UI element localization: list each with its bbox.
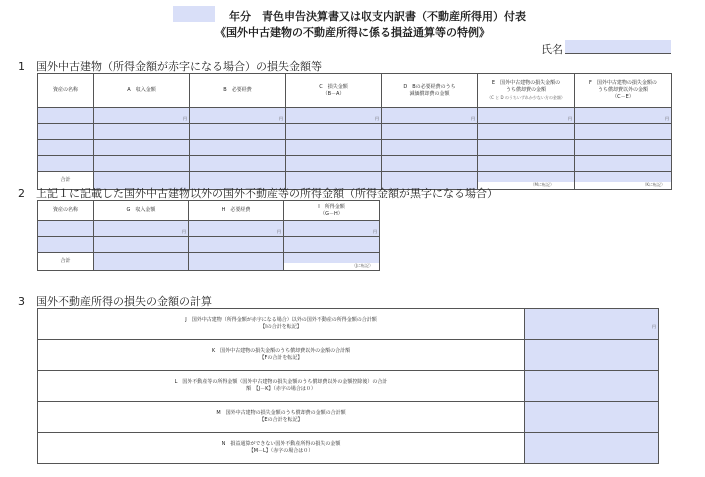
- asset-name-input[interactable]: [38, 124, 94, 140]
- section2-header-row: [38, 201, 380, 221]
- asset-name-input[interactable]: [38, 140, 94, 156]
- row-l-label: L 国外不動産等の所得金額（国外中古建物の損失金額のうち償却費以外の金額控除後）の合計 額 【J－K】（赤字の場合は０）: [38, 371, 525, 402]
- section1-header-row: [38, 74, 672, 108]
- asset-name-input[interactable]: [38, 221, 94, 237]
- h-total[interactable]: [189, 253, 284, 271]
- g-total[interactable]: [94, 253, 189, 271]
- c-input[interactable]: 円: [286, 108, 382, 124]
- b-input[interactable]: [190, 124, 286, 140]
- d-input[interactable]: [382, 124, 478, 140]
- row-j-label: J 国外中古建物（所得金額が赤字になる場合）以外の国外不動産の所得金額の合計額 【Iの合計を転記】: [38, 309, 525, 340]
- j-amount-input[interactable]: 円: [525, 309, 659, 340]
- name-input[interactable]: [565, 40, 671, 54]
- a-input[interactable]: [94, 124, 190, 140]
- f-total-note: （Kに転記）: [642, 182, 665, 187]
- f-total[interactable]: [575, 172, 672, 190]
- table-row: [38, 221, 380, 237]
- asset-name-input[interactable]: [38, 108, 94, 124]
- table-row: [38, 108, 672, 124]
- d-input[interactable]: [382, 140, 478, 156]
- e-input[interactable]: [478, 156, 575, 172]
- g-input[interactable]: 円: [94, 221, 189, 237]
- f-input[interactable]: [575, 140, 672, 156]
- f-input[interactable]: 円: [575, 108, 672, 124]
- col-f-other-loss: F 国外中古建物の損失金額の うち償却費以外の金額 （C－E）: [575, 74, 672, 108]
- row-m-label: M 国外中古建物の損失金額のうち償却費の金額の合計額 【Eの合計を転記】: [38, 402, 525, 433]
- total-label: 合計: [38, 253, 94, 271]
- asset-name-input[interactable]: [38, 156, 94, 172]
- d-input[interactable]: [382, 156, 478, 172]
- table-row: [38, 124, 672, 140]
- table-row: [38, 140, 672, 156]
- row-k-label: K 国外中古建物の損失金額のうち償却費以外の金額の合計額 【Fの合計を転記】: [38, 340, 525, 371]
- row-n: [38, 433, 659, 464]
- row-k: [38, 340, 659, 371]
- asset-name-input[interactable]: [38, 237, 94, 253]
- section2-heading: 2 上記１に記載した国外中古建物以外の国外不動産等の所得金額（所得金額が黒字になる場合）: [18, 187, 498, 200]
- table-row: [38, 237, 380, 253]
- f-input[interactable]: [575, 156, 672, 172]
- section2-table: [37, 200, 380, 271]
- m-amount-input[interactable]: [525, 402, 659, 433]
- section3-heading: 3 国外不動産所得の損失の金額の計算: [18, 295, 212, 308]
- e-input[interactable]: [478, 124, 575, 140]
- section2-total-row: [38, 253, 380, 271]
- c-input[interactable]: [286, 140, 382, 156]
- d-input[interactable]: 円: [382, 108, 478, 124]
- b-input[interactable]: [190, 140, 286, 156]
- i-input[interactable]: [284, 237, 380, 253]
- h-input[interactable]: 円: [189, 221, 284, 237]
- i-total[interactable]: [284, 253, 380, 271]
- a-input[interactable]: 円: [94, 108, 190, 124]
- f-input[interactable]: [575, 124, 672, 140]
- col-i-income: I 所得金額 （G－H）: [284, 201, 380, 221]
- col-asset-name: 資産の名称: [38, 201, 94, 221]
- section1-heading: 1 国外中古建物（所得金額が赤字になる場合）の損失金額等: [18, 60, 322, 73]
- section3-table: [37, 308, 659, 464]
- n-amount-input[interactable]: [525, 433, 659, 464]
- row-m: [38, 402, 659, 433]
- col-b-expenses: B 必要経費: [190, 74, 286, 108]
- h-input[interactable]: [189, 237, 284, 253]
- col-asset-name: 資産の名称: [38, 74, 94, 108]
- i-total-note: （Jに転記）: [351, 263, 373, 268]
- col-e-depreciation-loss: E 国外中古建物の損失金額の うち償却費の金額 （C と D のうちいずれか少ない方の金額）: [478, 74, 575, 108]
- a-input[interactable]: [94, 140, 190, 156]
- c-input[interactable]: [286, 124, 382, 140]
- l-amount-input[interactable]: [525, 371, 659, 402]
- total-label: 合計: [38, 172, 94, 190]
- col-d-depreciation: D Bの必要経費のうち 減価償却費の金額: [382, 74, 478, 108]
- col-c-loss: C 損失金額 （B－A）: [286, 74, 382, 108]
- e-input[interactable]: [478, 140, 575, 156]
- i-input[interactable]: 円: [284, 221, 380, 237]
- table-row: [38, 156, 672, 172]
- e-input[interactable]: 円: [478, 108, 575, 124]
- b-input[interactable]: [190, 156, 286, 172]
- b-input[interactable]: 円: [190, 108, 286, 124]
- name-label: 氏名: [541, 43, 563, 56]
- row-j: [38, 309, 659, 340]
- row-n-label: N 損益通算ができない国外不動産所得の損失の金額 【M－L】（赤字の場合は０）: [38, 433, 525, 464]
- c-input[interactable]: [286, 156, 382, 172]
- row-l: [38, 371, 659, 402]
- g-input[interactable]: [94, 237, 189, 253]
- e-total-note: （Mに転記）: [530, 182, 554, 187]
- col-h-expenses: H 必要経費: [189, 201, 284, 221]
- form-title: 年分 青色申告決算書又は収支内訳書（不動産所得用）付表: [229, 10, 526, 23]
- a-input[interactable]: [94, 156, 190, 172]
- k-amount-input[interactable]: [525, 340, 659, 371]
- col-g-income: G 収入金額: [94, 201, 189, 221]
- form-subtitle: 《国外中古建物の不動産所得に係る損益通算等の特例》: [215, 26, 490, 39]
- section1-table: [37, 73, 672, 190]
- col-a-income: A 収入金額: [94, 74, 190, 108]
